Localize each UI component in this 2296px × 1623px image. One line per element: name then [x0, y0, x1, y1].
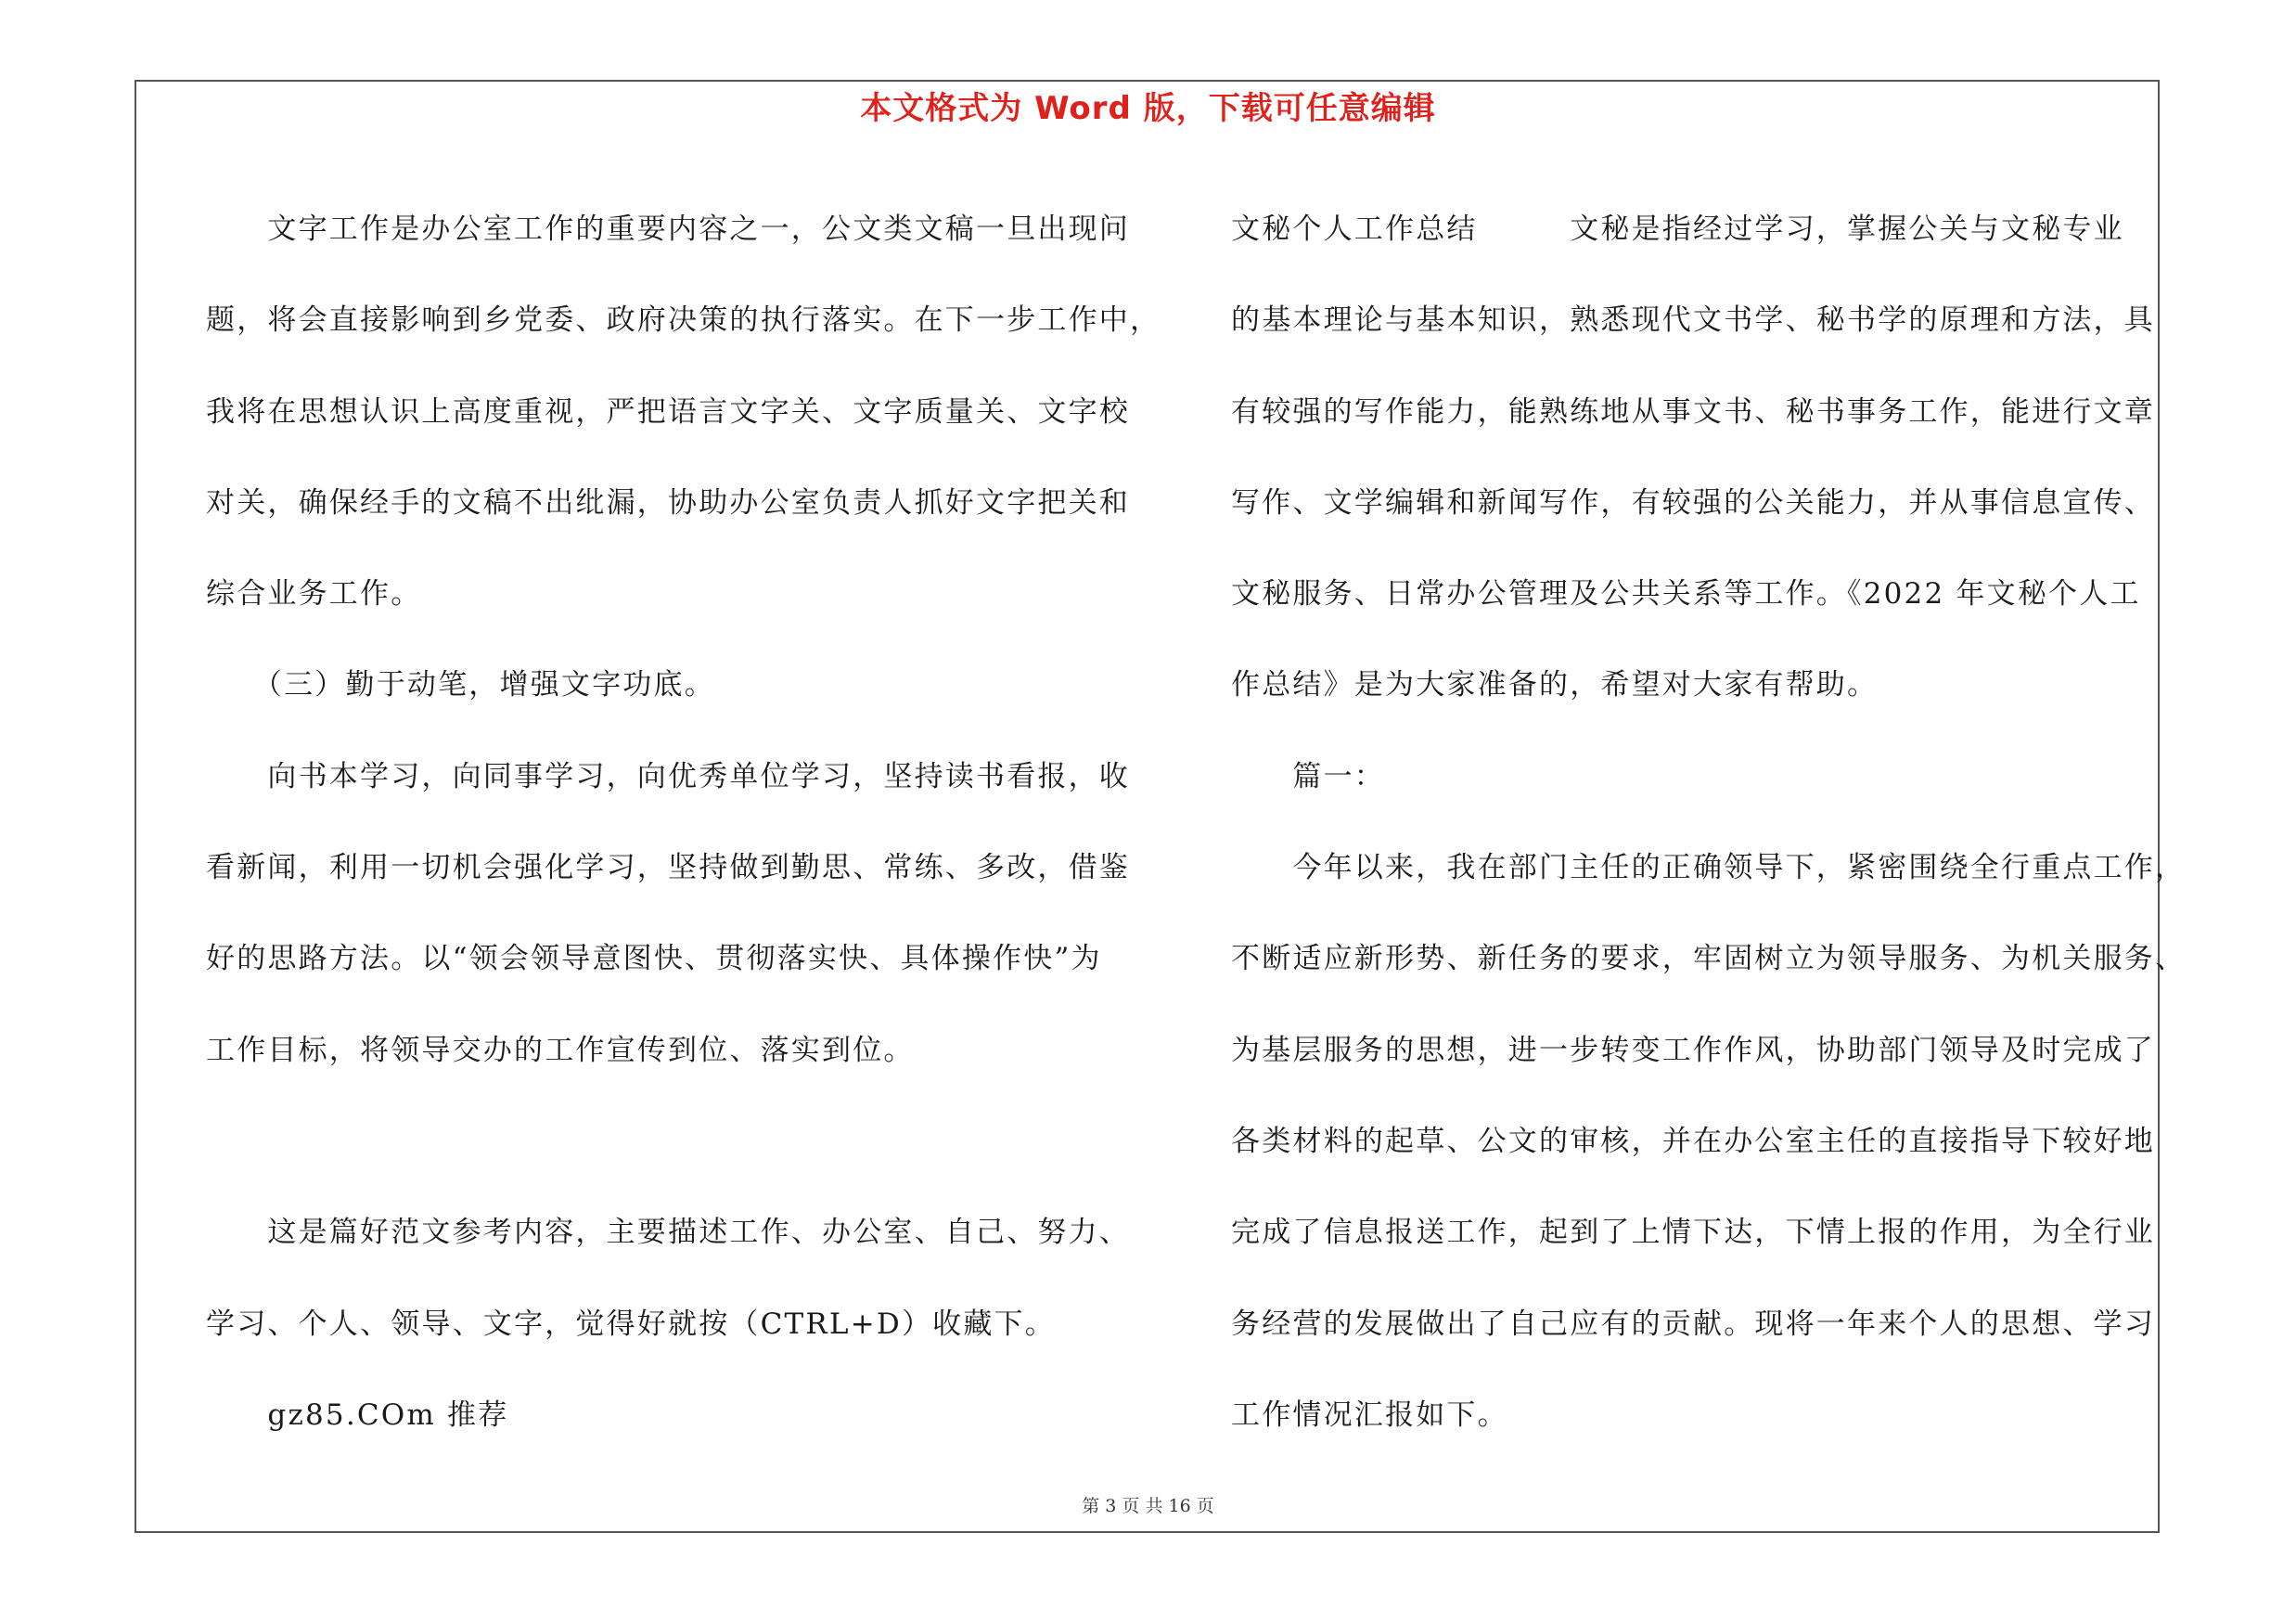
text-line: （三）勤于动笔，增强文字功底。 [206, 668, 715, 702]
text-line: 完成了信息报送工作，起到了上情下达，下情上报的作用，为全行业 [1231, 1216, 2155, 1250]
text-line: 向书本学习，向同事学习，向优秀单位学习，坚持读书看报，收 [206, 759, 1130, 793]
paragraph-gap [206, 1096, 1152, 1187]
text-line: 各类材料的起草、公文的审核，并在办公室主任的直接指导下较好地 [1231, 1124, 2155, 1158]
text-line: 有较强的写作能力，能熟练地从事文书、秘书事务工作，能进行文章 [1231, 394, 2155, 429]
text-line: 为基层服务的思想，进一步转变工作作风，协助部门领导及时完成了 [1231, 1033, 2155, 1067]
source-link-text: gz85.COm 推荐 [206, 1398, 509, 1432]
text-line: 我将在思想认识上高度重视，严把语言文字关、文字质量关、文字校 [206, 394, 1130, 429]
text-line: 题，将会直接影响到乡党委、政府决策的执行落实。在下一步工作中， [206, 303, 1161, 338]
text-line: 对关，确保经手的文稿不出纰漏，协助办公室负责人抓好文字把关和 [206, 485, 1130, 520]
text-line: 工作目标，将领导交办的工作宣传到位、落实到位。 [206, 1033, 915, 1067]
text-line: 好的思路方法。以“领会领导意图快、贯彻落实快、具体操作快”为 [206, 942, 1102, 976]
text-line: 这是篇好范文参考内容，主要描述工作、办公室、自己、努力、 [206, 1216, 1130, 1250]
text-line: 文秘服务、日常办公管理及公共关系等工作。《2022 年文秘个人工 [1231, 577, 2141, 612]
format-banner: 本文格式为 Word 版，下载可任意编辑 [860, 90, 1436, 127]
text-line: 综合业务工作。 [206, 577, 422, 612]
text-line: 今年以来，我在部门主任的正确领导下，紧密围绕全行重点工作， [1231, 851, 2187, 885]
text-line: 文秘个人工作总结 文秘是指经过学习，掌握公关与文秘专业 [1231, 213, 2124, 246]
text-line: 不断适应新形势、新任务的要求，牢固树立为领导服务、为机关服务、 [1231, 942, 2187, 976]
page-number: 第 3 页 共 16 页 [1082, 1496, 1214, 1516]
text-line: 务经营的发展做出了自己应有的贡献。现将一年来个人的思想、学习 [1231, 1307, 2155, 1341]
text-line: 文字工作是办公室工作的重要内容之一，公文类文稿一旦出现问 [206, 213, 1130, 246]
right-column [1231, 184, 2187, 1461]
section-heading: 篇一： [1231, 759, 1385, 793]
text-line: 看新闻，利用一切机会强化学习，坚持做到勤思、常练、多改，借鉴 [206, 851, 1130, 885]
text-line: 工作情况汇报如下。 [1231, 1398, 1508, 1432]
text-line: 写作、文学编辑和新闻写作，有较强的公关能力，并从事信息宣传、 [1231, 485, 2155, 520]
text-line: 学习、个人、领导、文字，觉得好就按（CTRL+D）收藏下。 [206, 1307, 1056, 1341]
text-line: 作总结》是为大家准备的，希望对大家有帮助。 [1231, 668, 1879, 702]
text-line: 的基本理论与基本知识，熟悉现代文书学、秘书学的原理和方法，具 [1231, 303, 2155, 338]
left-column [206, 184, 1161, 1461]
